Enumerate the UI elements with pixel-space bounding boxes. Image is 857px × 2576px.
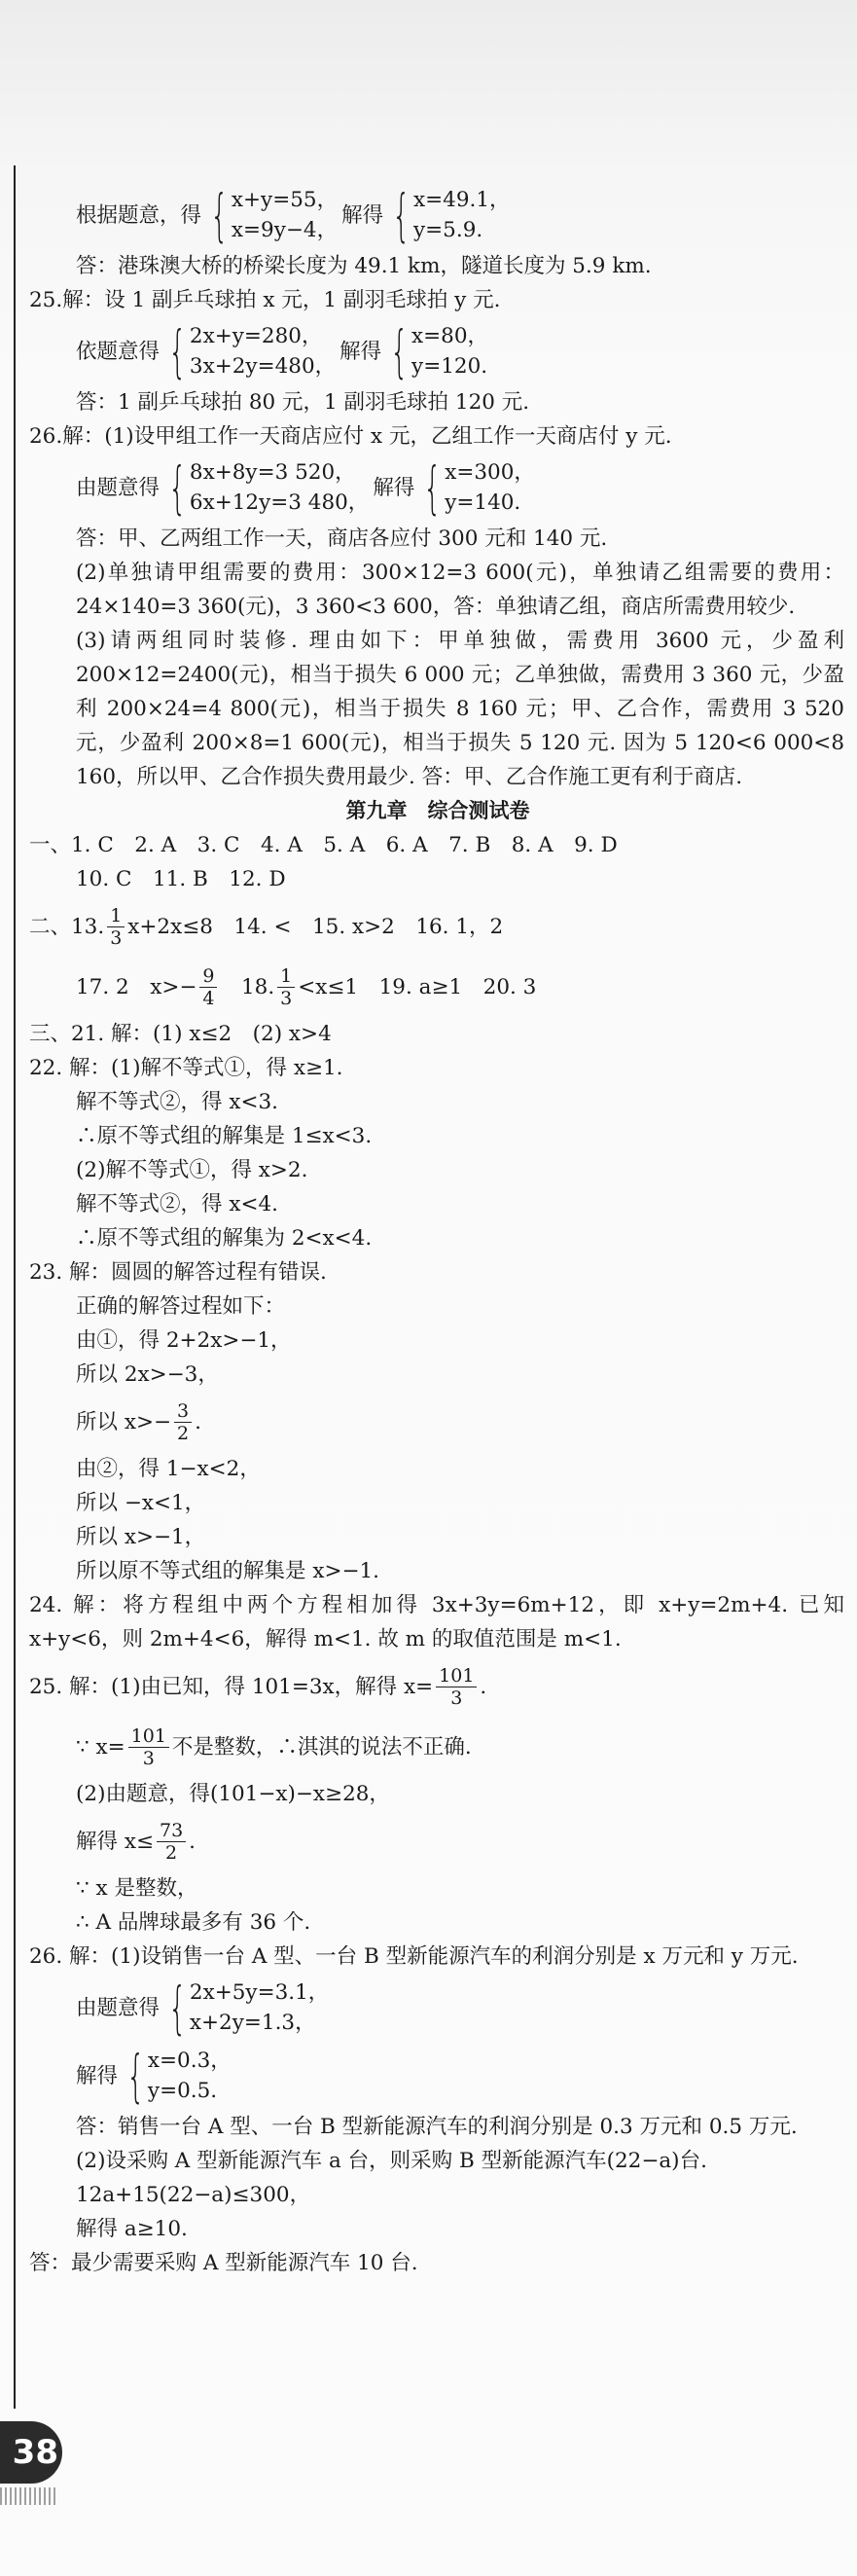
equation: x=49.1，	[413, 188, 511, 212]
numerator: 101	[436, 1665, 477, 1687]
denominator: 3	[280, 987, 293, 1009]
equation-system: { 8x+8y=3 520， 6x+12y=3 480，	[168, 454, 370, 521]
fraction	[157, 1820, 186, 1864]
numerator: 9	[199, 965, 217, 988]
numerator: 3	[174, 1400, 192, 1423]
equation-system: { 2x+5y=3.1， x+2y=1.3，	[168, 1975, 330, 2041]
solution-system: { x=49.1， y=5.9.	[392, 182, 511, 248]
denominator: 3	[142, 1747, 155, 1769]
paragraph: 26. 解：(1)设销售一台 A 型、一台 B 型新能源汽车的利润分别是 x 万元和 y 万元.	[29, 1944, 799, 1969]
text: .	[189, 1829, 196, 1854]
answer-line: 解得 a≥10.	[76, 2217, 188, 2241]
equation: 3x+2y=480，	[189, 354, 337, 379]
answer-line: (2)由题意，得(101−x)−x≥28，	[76, 1782, 390, 1806]
text: 由题意得	[76, 1995, 161, 2020]
page-number: 38	[12, 2433, 58, 2472]
text: 25. 解：(1)由已知，得 101=3x，解得 x=	[29, 1674, 434, 1699]
paragraph: 答：销售一台 A 型、一台 B 型新能源汽车的利润分别是 0.3 万元和 0.5 万元.	[76, 2115, 798, 2139]
denominator: 2	[177, 1422, 190, 1444]
text: 17. 2 x>−	[76, 974, 197, 999]
numerator: 73	[157, 1820, 186, 1842]
q26-system-line	[29, 454, 846, 522]
question-heading: 23. 解：圆圆的解答过程有错误.	[29, 1260, 327, 1285]
equation: 2x+y=280，	[189, 324, 323, 348]
question-heading: 22. 解：(1)解不等式①，得 x≥1.	[29, 1056, 343, 1080]
numerator: 1	[107, 905, 125, 927]
equation: x+2y=1.3，	[189, 2011, 316, 2035]
answer-line: ∵ x 是整数，	[76, 1876, 198, 1901]
answer-line: 所以 x>−1，	[76, 1525, 206, 1549]
solution-system: { x=300， y=140.	[423, 454, 535, 521]
equation: y=120.	[411, 354, 488, 379]
answer-line: 答：甲、乙两组工作一天，商店各应付 300 元和 140 元.	[76, 526, 608, 551]
system-line	[29, 2042, 846, 2110]
answer-line: 所以原不等式组的解集是 x>−1.	[76, 1559, 380, 1583]
denominator: 2	[165, 1841, 178, 1864]
answer-line: 答：1 副乒乓球拍 80 元，1 副羽毛球拍 120 元.	[76, 390, 530, 415]
denominator: 3	[450, 1687, 463, 1709]
fraction	[277, 965, 295, 1009]
text: 根据题意，得	[76, 202, 202, 228]
answer-line: ∴原不等式组的解集为 2<x<4.	[76, 1226, 373, 1251]
equation: 8x+8y=3 520，	[189, 460, 356, 485]
answer-line: (2)解不等式①，得 x>2.	[76, 1158, 308, 1182]
fill-answers	[29, 896, 846, 957]
equation: x+y=55，	[231, 188, 339, 212]
text: 解得	[341, 202, 384, 228]
fraction-line	[29, 1392, 846, 1452]
equation: y=140.	[445, 490, 521, 515]
fraction	[436, 1665, 477, 1709]
answer-line: 由②，得 1−x<2，	[76, 1457, 261, 1481]
answer-line: 三、21. 解：(1) x≤2 (2) x>4	[29, 1022, 332, 1046]
fraction-line	[29, 1717, 846, 1777]
equation: 2x+5y=3.1，	[189, 1980, 330, 2005]
denominator: 3	[110, 926, 123, 949]
answer-line: 解不等式②，得 x<3.	[76, 1090, 278, 1114]
answer-line: 答：最少需要采购 A 型新能源汽车 10 台.	[29, 2251, 418, 2275]
answer-content	[29, 181, 846, 2280]
fraction	[128, 1725, 169, 1769]
paragraph: 24. 解：将方程组中两个方程相加得 3x+3y=6m+12，即 x+y=2m+4. 已知 x+y<6，则 2m+4<6，解得 m<1. 故 m 的取值范围是 m<1.	[29, 1593, 844, 1651]
answer-line: 由①，得 2+2x>−1，	[76, 1328, 292, 1353]
fill-answers	[29, 957, 846, 1017]
numerator: 1	[277, 965, 295, 988]
chapter-title: 第九章 综合测试卷	[345, 799, 530, 822]
equation: 6x+12y=3 480，	[189, 490, 370, 515]
equation-system: { 2x+y=280， 3x+2y=480，	[168, 318, 337, 384]
page-number-badge	[0, 2421, 62, 2484]
q25-system-line	[29, 317, 846, 385]
equation: x=9y−4，	[231, 218, 339, 242]
text: ∵ x=	[76, 1734, 125, 1760]
equation: x=300，	[445, 460, 535, 485]
text: 二、13.	[29, 914, 105, 939]
solution-system: { x=80， y=120.	[390, 318, 489, 384]
text: 依题意得	[76, 339, 161, 364]
answer-line: 所以 −x<1，	[76, 1491, 206, 1515]
paragraph: (3)请两组同时装修. 理由如下：甲单独做，需费用 3600 元，少盈利 200×12=2400(元)，相当于损失 6 000 元；乙单独做，需费用 3 360 元，少盈利 200×24=4 800(元)，相当于损失 8 160 元；甲、乙合作，需费用 3 520 元，少盈利 200×8=1 600(元)，相当于损失 5 120 元. 因为 5 120<6 000<8 160，所以甲、乙合作损失费用最少. 答：甲、乙合作施工更有利于商店.	[76, 629, 844, 789]
denominator: 4	[202, 987, 215, 1009]
fraction-line	[29, 1811, 846, 1871]
text: .	[480, 1674, 487, 1699]
text: 解得	[339, 339, 382, 364]
choice-answers: 10. C 11. B 12. D	[76, 867, 286, 891]
text: 解得 x≤	[76, 1829, 154, 1854]
answer-line: 所以 2x>−3，	[76, 1362, 219, 1387]
solution-system: { x=0.3， y=0.5.	[126, 2043, 232, 2109]
equation: x=0.3，	[147, 2049, 232, 2073]
answer-line: 解不等式②，得 x<4.	[76, 1192, 278, 1216]
text: x+2x≤8 14. < 15. x>2 16. 1，2	[127, 914, 504, 939]
equation: x=80，	[411, 324, 489, 348]
text: 解得	[76, 2063, 119, 2088]
text: <x≤1 19. a≥1 20. 3	[298, 974, 537, 999]
text: 所以 x>−	[76, 1409, 171, 1434]
fraction	[174, 1400, 192, 1444]
question-heading: 25.解：设 1 副乒乓球拍 x 元，1 副羽毛球拍 y 元.	[29, 288, 501, 312]
fraction-line	[29, 1656, 846, 1717]
numerator: 101	[128, 1725, 169, 1748]
answer-line: 正确的解答过程如下：	[76, 1294, 286, 1319]
text: 不是整数，∴淇淇的说法不正确.	[171, 1734, 472, 1760]
equation: y=0.5.	[147, 2079, 218, 2103]
text: 18.	[220, 974, 275, 999]
system-line	[29, 1974, 846, 2042]
paragraph: (2)设采购 A 型新能源汽车 a 台，则采购 B 型新能源汽车(22−a)台.	[76, 2149, 707, 2173]
answer-line: 12a+15(22−a)≤300，	[76, 2183, 311, 2207]
answer-line: ∴原不等式组的解集是 1≤x<3.	[76, 1124, 373, 1148]
margin-rule	[14, 165, 16, 2409]
equation-system: { x+y=55， x=9y−4，	[210, 182, 339, 248]
equation: y=5.9.	[413, 218, 483, 242]
answer-line: ∴ A 品牌球最多有 36 个.	[76, 1910, 311, 1935]
text: 由题意得	[76, 475, 161, 500]
question-heading: 26.解：(1)设甲组工作一天商店应付 x 元，乙组工作一天商店付 y 元.	[29, 424, 672, 449]
decorative-stripes	[0, 2487, 58, 2505]
text: .	[195, 1409, 201, 1434]
fraction	[199, 965, 217, 1009]
text: 解得	[373, 475, 415, 500]
answer-line: 答：港珠澳大桥的桥梁长度为 49.1 km，隧道长度为 5.9 km.	[76, 254, 652, 278]
choice-answers: 一、1. C 2. A 3. C 4. A 5. A 6. A 7. B 8. A 9. D	[29, 833, 618, 857]
fraction	[107, 905, 125, 949]
q24-system-line	[29, 181, 846, 249]
paragraph: (2)单独请甲组需要的费用：300×12=3 600(元)，单独请乙组需要的费用：24×140=3 360(元)，3 360<3 600，答：单独请乙组，商店所需费用较少.	[76, 561, 844, 619]
